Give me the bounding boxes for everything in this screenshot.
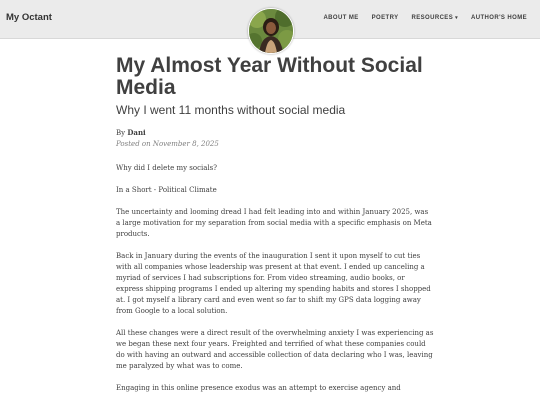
post-content bbox=[116, 163, 434, 405]
post-subtitle: Why I went 11 months without social media bbox=[116, 103, 346, 117]
content-paragraph: Engaging in this online presence exodus was an attempt to exercise agency and bbox=[116, 384, 401, 392]
nav-resources-label: RESOURCES bbox=[411, 14, 454, 21]
post-meta bbox=[116, 127, 219, 150]
nav-resources-dropdown[interactable] bbox=[412, 15, 459, 21]
post-title: My Almost Year Without Social Media bbox=[116, 54, 423, 99]
avatar[interactable] bbox=[248, 8, 294, 54]
content-paragraph: Back in January during the events of the inauguration I sent it upon myself to cut ties with all companies whose leadership was present at that event. I ended up canceling a myriad of services I had subscriptions for. From video streaming, audio books, or express shipping programs I ended up altering my spending habits and stores I shopped at. I got myself a library card and even went so far to shift my GPS data logging away from Google to a local solution. bbox=[116, 252, 431, 315]
nav-authors-home[interactable]: AUTHOR'S HOME bbox=[471, 14, 527, 21]
content-paragraph: All these changes were a direct result of the overwhelming anxiety I was experiencing as we began these next four years. Freighted and terrified of what these companies could do with having an outward and accessible collection of data declaring who I was, leaving me paralyzed by what was to come. bbox=[116, 329, 434, 370]
author-name: Dani bbox=[127, 128, 146, 137]
content-paragraph: The uncertainty and looming dread I had felt leading into and within January 2025, was a large motivation for my separation from social media with a specific emphasis on Meta products. bbox=[116, 208, 432, 238]
nav-about-me[interactable]: ABOUT ME bbox=[323, 14, 359, 21]
brand-link[interactable]: My Octant bbox=[6, 12, 52, 23]
post-heading bbox=[116, 55, 426, 118]
post-date: Posted on November 8, 2025 bbox=[116, 140, 219, 148]
nav-menu bbox=[323, 15, 527, 21]
avatar-photo bbox=[249, 9, 293, 53]
nav-poetry[interactable]: POETRY bbox=[371, 14, 399, 21]
byline-prefix: By bbox=[116, 129, 126, 137]
chevron-down-icon: ▾ bbox=[455, 14, 459, 21]
post-byline bbox=[116, 127, 219, 139]
content-paragraph: Why did I delete my socials? bbox=[116, 164, 218, 172]
content-paragraph: In a Short - Political Climate bbox=[116, 186, 217, 194]
